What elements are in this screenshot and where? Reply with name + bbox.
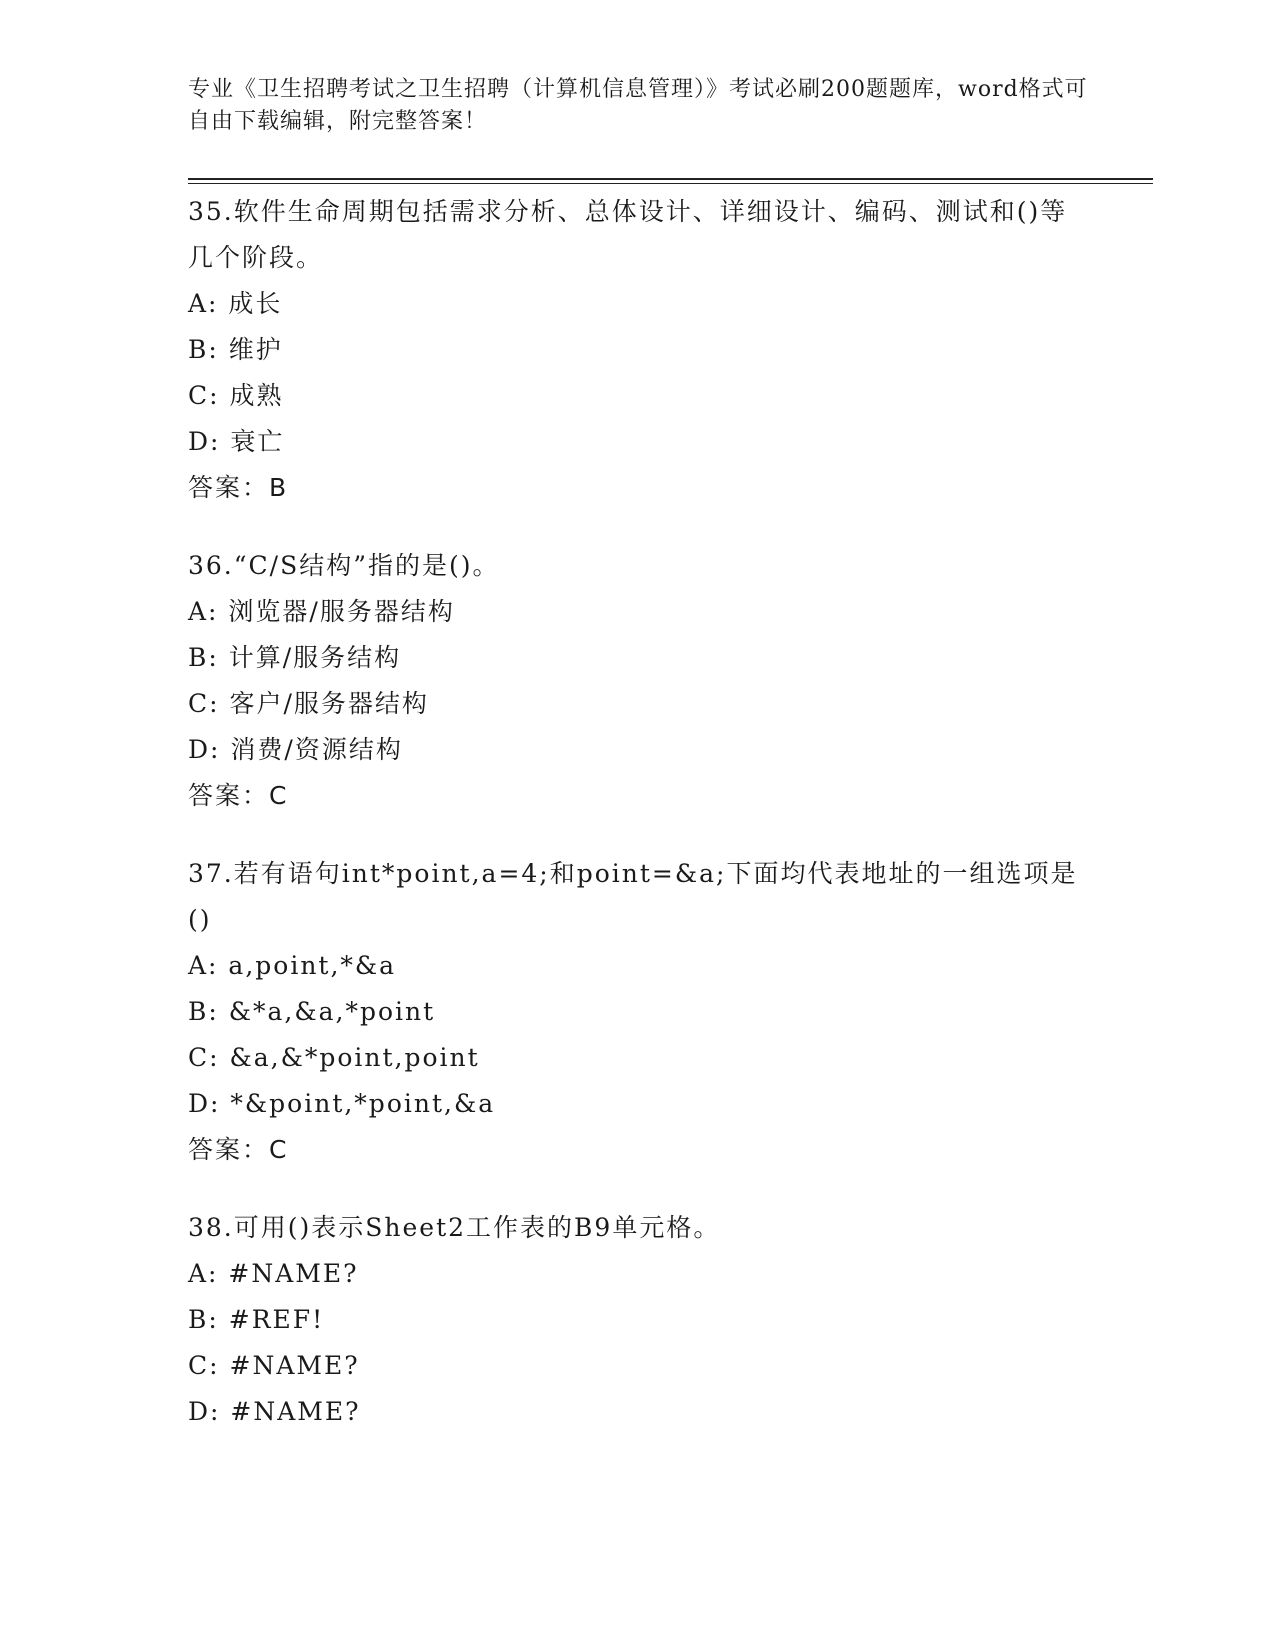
option-c: C: #NAME? [188, 1351, 360, 1380]
document-header: 专业《卫生招聘考试之卫生招聘（计算机信息管理）》考试必刷200题题库，word格式可自由下载编辑，附完整答案！ [188, 77, 1088, 134]
answer-label: 答案：C [188, 1135, 289, 1164]
header-rule-thin [188, 183, 1153, 184]
question-37 [188, 851, 1088, 1173]
question-stem: 37.若有语句int*point,a=4;和point=&a;下面均代表地址的一组选项是() [188, 859, 1078, 934]
option-c: C: 客户/服务器结构 [188, 689, 429, 718]
option-d: D: 消费/资源结构 [188, 735, 403, 764]
option-c: C: &a,&*point,point [188, 1043, 480, 1072]
answer-label: 答案：B [188, 473, 289, 502]
option-a: A: 成长 [188, 289, 283, 318]
question-36 [188, 543, 1088, 819]
option-d: D: *&point,*point,&a [188, 1089, 496, 1118]
question-stem: 38.可用()表示Sheet2工作表的B9单元格。 [188, 1213, 721, 1242]
option-c: C: 成熟 [188, 381, 284, 410]
option-b: B: 维护 [188, 335, 283, 364]
question-stem: 35.软件生命周期包括需求分析、总体设计、详细设计、编码、测试和()等几个阶段。 [188, 197, 1068, 272]
option-b: B: #REF! [188, 1305, 325, 1334]
question-stem: 36.“C/S结构”指的是()。 [188, 551, 500, 580]
option-a: A: 浏览器/服务器结构 [188, 597, 455, 626]
option-b: B: 计算/服务结构 [188, 643, 402, 672]
option-a: A: a,point,*&a [188, 951, 397, 980]
option-d: D: #NAME? [188, 1397, 361, 1426]
option-b: B: &*a,&a,*point [188, 997, 436, 1026]
question-35 [188, 189, 1088, 511]
answer-label: 答案：C [188, 781, 289, 810]
header-rule-thick [188, 178, 1153, 180]
question-38 [188, 1205, 1088, 1435]
option-d: D: 衰亡 [188, 427, 285, 456]
question-list [188, 189, 1088, 1467]
option-a: A: #NAME? [188, 1259, 359, 1288]
